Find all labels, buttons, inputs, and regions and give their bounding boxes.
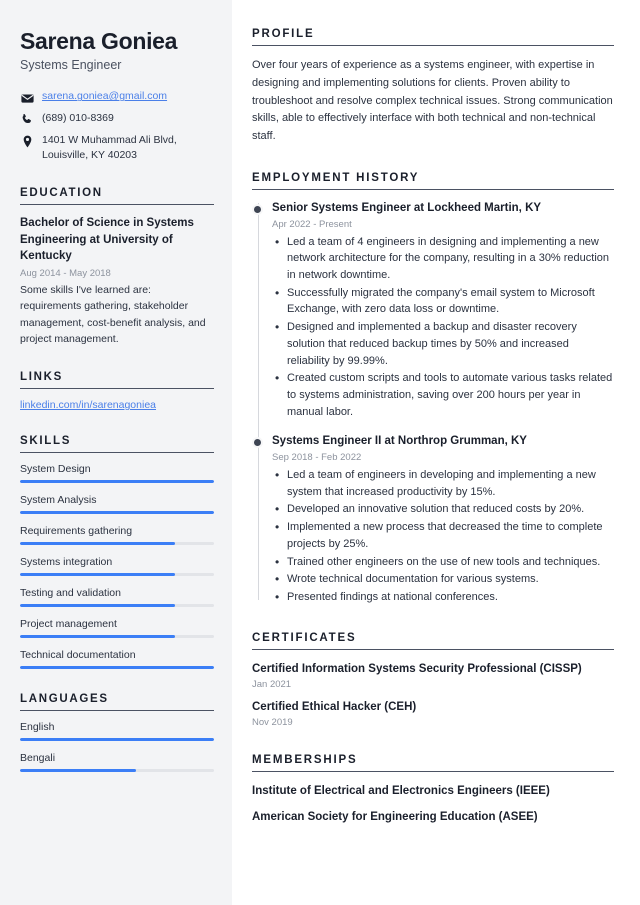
- skill-row: [20, 525, 214, 545]
- skill-row: [20, 618, 214, 638]
- links-section: [20, 371, 214, 411]
- memberships-heading: MEMBERSHIPS: [252, 754, 614, 772]
- skill-label: Systems integration: [20, 556, 113, 569]
- job-title: Systems Engineer II at Northrop Grumman, KY: [272, 435, 527, 448]
- phone-icon: [20, 111, 34, 126]
- education-date: Aug 2014 - May 2018: [20, 268, 111, 280]
- certificate-item: [252, 699, 614, 728]
- timeline-dot-icon: [252, 437, 263, 448]
- skills-list: [20, 463, 214, 669]
- education-description: Some skills I've learned are: requirements gathering, stakeholder management, cost-benefit analysis, and project management.: [20, 284, 206, 345]
- skill-label: Testing and validation: [20, 587, 121, 600]
- certificate-title: Certified Information Systems Security Professional (CISSP): [252, 662, 582, 675]
- contact-row-phone: [20, 111, 214, 126]
- certificates-list: [252, 661, 614, 728]
- language-row: [20, 721, 214, 741]
- skill-bar-track: [20, 666, 214, 669]
- job-date: Sep 2018 - Feb 2022: [272, 452, 362, 463]
- employment-heading: EMPLOYMENT HISTORY: [252, 172, 614, 190]
- skill-row: [20, 556, 214, 576]
- education-section: [20, 187, 214, 347]
- skill-bar-fill: [20, 573, 175, 576]
- skill-bar-track: [20, 511, 214, 514]
- timeline-dot-icon: [252, 204, 263, 215]
- language-label: English: [20, 721, 55, 734]
- job-bullet: • Led a team of engineers in developing and implementing a new system that increased productivity by 15%.: [272, 467, 614, 500]
- job-bullet-list: [272, 467, 614, 606]
- job-entry: [272, 201, 614, 420]
- membership-item: American Society for Engineering Education (ASEE): [252, 811, 538, 824]
- languages-list: [20, 721, 214, 772]
- skills-section: [20, 435, 214, 669]
- skill-label: Technical documentation: [20, 649, 136, 662]
- job-bullet: • Successfully migrated the company's email system to Microsoft Exchange, with zero data loss or downtime.: [272, 285, 614, 318]
- skill-row: [20, 494, 214, 514]
- linkedin-link[interactable]: linkedin.com/in/sarenagoniea: [20, 399, 157, 412]
- skill-bar-track: [20, 604, 214, 607]
- job-bullet: • Wrote technical documentation for various systems.: [272, 571, 614, 588]
- profile-text: Over four years of experience as a systems engineer, with expertise in designing and implementing solutions for clients. Proven ability to troubleshoot and resolve complex technical issues. Strong communication skills, able to effectively interface with both technical and non-technical staff.: [252, 59, 613, 143]
- certificate-item: [252, 661, 614, 690]
- job-bullet: • Designed and implemented a backup and disaster recovery solution that reduced backup times by 50% and increased reliability by 99.99%.: [272, 319, 614, 369]
- job-bullet-list: [272, 234, 614, 421]
- email-link[interactable]: sarena.goniea@gmail.com: [42, 90, 168, 103]
- languages-heading: LANGUAGES: [20, 693, 214, 711]
- links-heading: LINKS: [20, 371, 214, 389]
- address-text: 1401 W Muhammad Ali Blvd, Louisville, KY 40203: [42, 133, 177, 161]
- skill-row: [20, 587, 214, 607]
- job-bullet: • Implemented a new process that decreased the time to complete projects by 25%.: [272, 519, 614, 552]
- contact-row-address: [20, 133, 214, 163]
- envelope-icon: [20, 90, 34, 105]
- skill-bar-fill: [20, 604, 175, 607]
- language-row: [20, 752, 214, 772]
- contact-list: [20, 90, 214, 163]
- skills-heading: SKILLS: [20, 435, 214, 453]
- job-bullet: • Created custom scripts and tools to automate various tasks related to systems administration, saving over 200 hours per year in manual labor.: [272, 370, 614, 420]
- memberships-section: [252, 754, 614, 825]
- languages-section: [20, 693, 214, 772]
- language-bar-track: [20, 738, 214, 741]
- skill-bar-fill: [20, 511, 214, 514]
- main-content: [232, 0, 640, 905]
- education-heading: EDUCATION: [20, 187, 214, 205]
- location-pin-icon: [20, 133, 34, 148]
- membership-item: Institute of Electrical and Electronics Engineers (IEEE): [252, 784, 550, 797]
- employment-timeline: [252, 201, 614, 606]
- candidate-job-title: Systems Engineer: [20, 58, 122, 73]
- skill-bar-fill: [20, 480, 214, 483]
- skill-label: System Analysis: [20, 494, 97, 507]
- profile-heading: PROFILE: [252, 28, 614, 46]
- language-label: Bengali: [20, 752, 56, 765]
- employment-section: [252, 172, 614, 606]
- skill-bar-track: [20, 635, 214, 638]
- skill-label: Requirements gathering: [20, 525, 133, 538]
- certificate-date: Jan 2021: [252, 678, 292, 690]
- certificates-heading: CERTIFICATES: [252, 632, 614, 650]
- certificate-title: Certified Ethical Hacker (CEH): [252, 700, 417, 713]
- skill-bar-fill: [20, 666, 214, 669]
- skill-bar-track: [20, 480, 214, 483]
- skill-row: [20, 463, 214, 483]
- skill-bar-track: [20, 542, 214, 545]
- skill-bar-fill: [20, 542, 175, 545]
- education-degree: Bachelor of Science in Systems Engineering at University of Kentucky: [20, 217, 194, 263]
- job-bullet: • Developed an innovative solution that reduced costs by 20%.: [272, 501, 614, 518]
- skill-label: Project management: [20, 618, 117, 631]
- skill-bar-track: [20, 573, 214, 576]
- certificate-date: Nov 2019: [252, 716, 293, 728]
- language-bar-fill: [20, 738, 214, 741]
- job-bullet: • Trained other engineers on the use of new tools and techniques.: [272, 554, 614, 571]
- job-bullet: • Presented findings at national conferences.: [272, 589, 614, 606]
- phone-text: (689) 010-8369: [42, 112, 114, 125]
- sidebar: [0, 0, 232, 905]
- contact-row-email[interactable]: [20, 90, 214, 105]
- skill-label: System Design: [20, 463, 91, 476]
- language-bar-fill: [20, 769, 136, 772]
- language-bar-track: [20, 769, 214, 772]
- job-entry: [272, 434, 614, 605]
- candidate-name: Sarena Goniea: [20, 28, 178, 54]
- job-bullet: • Led a team of 4 engineers in designing and implementing a new network architecture for the company, resulting in a 30% reduction in network downtime.: [272, 234, 614, 284]
- job-title: Senior Systems Engineer at Lockheed Martin, KY: [272, 202, 542, 215]
- certificates-section: [252, 632, 614, 728]
- skill-row: [20, 649, 214, 669]
- profile-section: [252, 28, 614, 146]
- memberships-list: [252, 783, 614, 825]
- job-date: Apr 2022 - Present: [272, 218, 352, 230]
- skill-bar-fill: [20, 635, 175, 638]
